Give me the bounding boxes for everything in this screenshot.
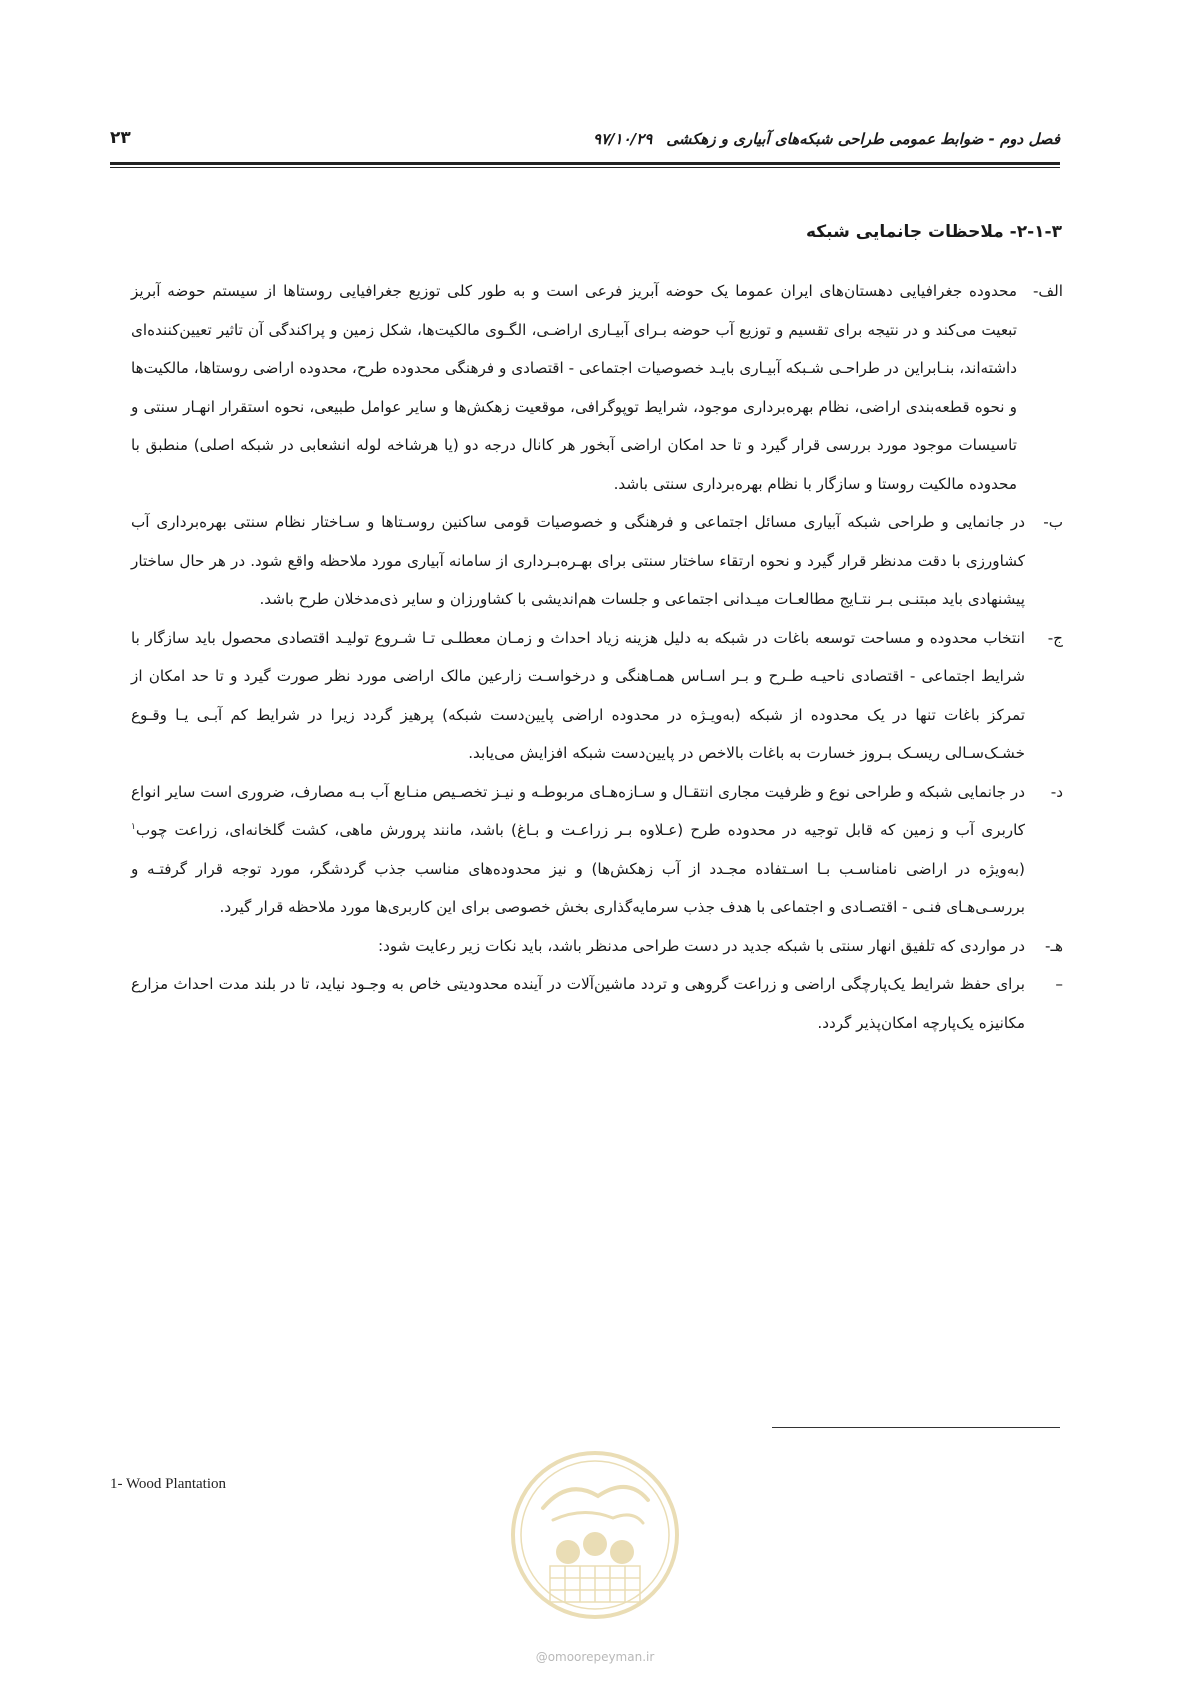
list-item bbox=[131, 965, 1063, 1042]
list-item bbox=[131, 272, 1063, 503]
list-item bbox=[131, 619, 1063, 773]
list-item-text: در مواردی که تلفیق انهار سنتی با شبکه جدید در دست طراحی مدنظر باشد، باید نکات زیر رعایت شود: bbox=[378, 936, 1025, 955]
footnote-reference: ۱ bbox=[131, 821, 136, 832]
list-item-marker: الف- bbox=[1032, 282, 1063, 300]
list-item-marker: ج- bbox=[1047, 628, 1063, 647]
list-item-marker: د- bbox=[1050, 782, 1063, 801]
list-item-text: انتخاب محدوده و مساحت توسعه باغات در شبکه به دلیل هزینه زیاد احداث و زمـان معطلـی تـا شـروع تولیـد اقتصادی محصول باید سازگار با شرایط اجتماعی - اقتصادی ناحیـه طـرح و بـر اسـاس همـاهنگی و درخواسـت زارعین مالک اراضی مورد نظر صورت گیرد و تا حد امکان از تمرکز باغات تنها در یک محدوده از شبکه (به‌ویـژه در محدوده اراضی پایین‌دست شبکه) پرهیز گردد زیرا در شرایط کم آبـی یـا وقـوع خشـک‌سـالی ریسـک بـروز خسارت به باغات بالاخص در پایین‌دست شبکه افزایش می‌یابد. bbox=[131, 628, 1025, 762]
list-item-marker: ب- bbox=[1043, 513, 1063, 531]
list-item bbox=[131, 773, 1063, 927]
list-item bbox=[131, 927, 1063, 966]
page-number: ۲۳ bbox=[110, 128, 131, 148]
list-item bbox=[131, 503, 1063, 619]
list-item-text: برای حفظ شرایط یک‌پارچگی اراضی و زراعت گروهی و تردد ماشین‌آلات در آینده محدودیتی خاص به وجـود نیاید، تا در بلند مدت احداث مزارع مکانیزه یک‌پارچه امکان‌پذیر گردد. bbox=[131, 975, 1025, 1032]
list-item-text bbox=[131, 773, 1025, 927]
list-item-text-part: در جانمایی شبکه و طراحی نوع و ظرفیت مجاری انتقـال و سـازه‌هـای مربوطـه و نیـز تخصـیص منـابع آب بـه مصارف، ضروری است سایر انواع کاربری آب و زمین که قابل توجیه در محدوده طرح (عـلاوه بـر زراعـت و بـاغ) باشد، مانند پرورش ماهی، کشت گلخانه‌ای، زراعت چوب bbox=[131, 782, 1025, 839]
body-text bbox=[131, 272, 1063, 1042]
section-heading: ۲-۱-۳- ملاحظات جانمایی شبکه bbox=[805, 222, 1062, 242]
header-rule-thick bbox=[110, 162, 1060, 165]
running-title bbox=[593, 130, 1060, 148]
running-title-text: فصل دوم - ضوابط عمومی طراحی شبکه‌های آبیاری و زهکشی bbox=[666, 130, 1060, 148]
header-rule-thin bbox=[110, 167, 1060, 168]
footnote-rule bbox=[772, 1427, 1060, 1428]
list-item-marker: هـ- bbox=[1045, 936, 1063, 955]
watermark-seal-icon bbox=[508, 1448, 682, 1622]
list-item-text: در جانمایی و طراحی شبکه آبیاری مسائل اجتماعی و فرهنگی و خصوصیات قومی ساکنین روسـتاها و سـاختار نظام سنتی بهره‌برداری آب کشاورزی با دقت مدنظر قرار گیرد و نحوه ارتقاء ساختار سنتی برای بهـره‌بـرداری از سامانه آبیاری مورد ملاحظه واقع شود. در هر حال ساختار پیشنهادی باید مبتنـی بـر نتـایج مطالعـات میـدانی اجتماعی و جلسات هم‌اندیشی با کشاورزان و سایر ذی‌مدخلان طرح باشد. bbox=[131, 513, 1025, 608]
page-header bbox=[110, 130, 1060, 160]
list-item-text-part: (به‌ویژه در اراضی نامناسـب بـا اسـتفاده مجـدد از آب زهکش‌ها) و نیز محدوده‌های مناسب جذب گردشگر، مورد توجه قرار گرفتـه و بررسـی‌هـای فنـی - اقتصـادی و اجتماعی با هدف جذب سرمایه‌گذاری بخش خصوصی برای این کاربری‌ها مورد ملاحظه قرار گیرد. bbox=[131, 859, 1025, 916]
watermark-url: @omoorepeyman.ir bbox=[535, 1650, 655, 1664]
list-item-text: محدوده جغرافیایی دهستان‌های ایران عموما یک حوضه آبریز فرعی است و به طور کلی توزیع جغرافیایی روستاها از سیستم حوضه آبریز تبعیت می‌کند و در نتیجه برای تقسیم و توزیع آب حوضه بـرای آبیـاری اراضـی، الگـوی مالکیت‌ها، شکل زمین و پراکندگی آن تاثیر تعیین‌کننده‌ای داشته‌اند، بنـابراین در طراحـی شـبکه آبیـاری بایـد خصوصیات اجتماعی - اقتصادی و فرهنگی محدوده طرح، محدوده اراضی روستاها، مالکیت‌ها و نحوه قطعه‌بندی اراضی، نظام بهره‌برداری موجود، شرایط توپوگرافی، موقعیت زهکش‌ها و سایر عوامل طبیعی، نحوه استقرار انهـار سنتی و تاسیسات موجود مورد بررسی قرار گیرد و تا حد امکان اراضی آبخور هر کانال درجه دو (یا هرشاخه لوله انشعابی در شبکه اصلی) منطبق با محدوده مالکیت روستا و سازگار با نظام بهره‌برداری سنتی باشد. bbox=[131, 282, 1017, 493]
footnote: 1- Wood Plantation bbox=[110, 1476, 227, 1492]
header-date: ۹۷/۱۰/۲۹ bbox=[592, 130, 653, 148]
list-item-marker: – bbox=[1055, 975, 1063, 993]
